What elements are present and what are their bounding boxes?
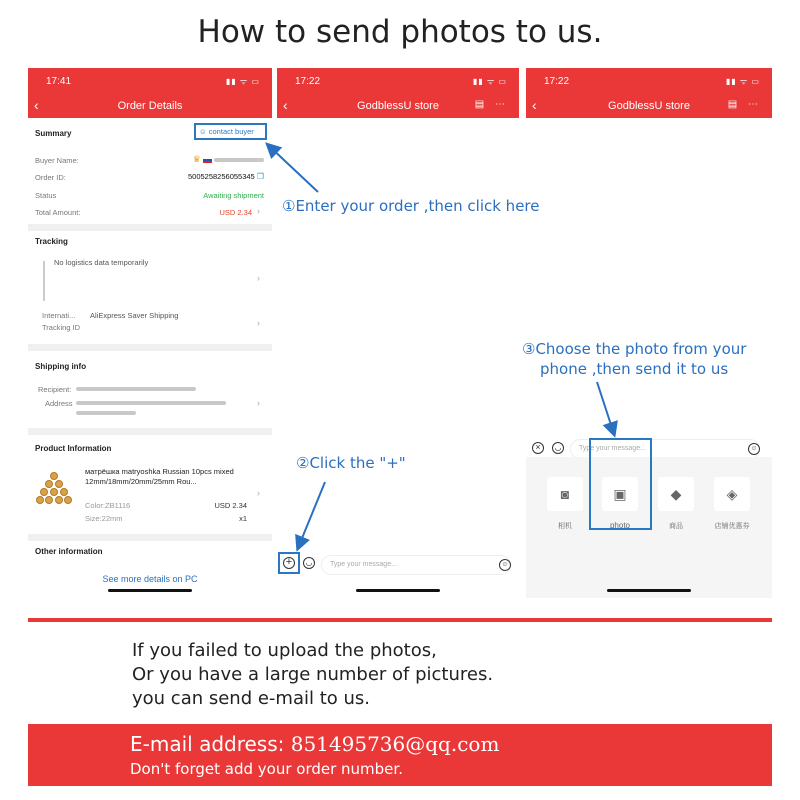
image-icon[interactable]: ▣: [602, 477, 638, 511]
chat-smile-icon[interactable]: ◡: [552, 442, 564, 454]
separator-line: [28, 618, 772, 622]
recipient-label: Recipient:: [38, 385, 72, 394]
see-more-link[interactable]: See more details on PC: [102, 574, 198, 584]
phone-chat-media: [526, 68, 772, 598]
tile-label-coupon: 店铺优惠券: [714, 523, 750, 530]
tracking-id-label: Tracking ID: [42, 323, 81, 332]
phone-order-details: [28, 68, 272, 598]
product-title: Product Information: [35, 444, 112, 453]
crown-icon: ♛: [192, 154, 201, 164]
message-placeholder: Type your message...: [330, 561, 397, 568]
emoji-icon[interactable]: ☺: [748, 443, 760, 455]
step3-annotation-line1: ③Choose the photo from your: [522, 340, 747, 358]
home-indicator: [607, 589, 691, 592]
header-title: GodblessU store: [357, 100, 439, 112]
copy-icon[interactable]: ❐: [256, 172, 264, 181]
product-image[interactable]: [36, 466, 72, 506]
product-size: Size:22mm: [85, 514, 123, 523]
photo-highlight: [589, 438, 652, 530]
chat-smile-icon[interactable]: ◡: [303, 557, 315, 569]
tile-label-product: 商品: [669, 523, 683, 530]
chevron-right-icon[interactable]: ›: [257, 398, 260, 408]
tracking-title: Tracking: [35, 237, 68, 246]
divider: [28, 534, 272, 541]
back-arrow-icon[interactable]: ‹: [34, 97, 39, 113]
home-indicator: [108, 589, 192, 592]
chat-icon: ☺: [199, 127, 207, 136]
chevron-right-icon[interactable]: ›: [257, 488, 260, 498]
order-id-text: 5005258256055345: [187, 172, 255, 181]
status-value: Awaiting shipment: [203, 191, 264, 200]
product-name[interactable]: матрёшка matryoshka Russian 10pcs mixed 12mm/18mm/20mm/25mm Rou...: [85, 467, 234, 486]
plus-icon[interactable]: +: [283, 557, 295, 569]
emoji-icon[interactable]: ☺: [499, 559, 511, 571]
home-indicator: [356, 589, 440, 592]
instruction-line1: If you failed to upload the photos,: [132, 640, 437, 661]
header-title: Order Details: [117, 100, 183, 112]
camera-icon[interactable]: ◙: [547, 477, 583, 511]
status-icons: ▮▮ ᯤ ▭: [225, 77, 260, 86]
intl-label: Internati...: [42, 311, 76, 320]
close-icon[interactable]: ×: [532, 442, 544, 454]
app-header: [277, 68, 519, 118]
chevron-right-icon: ›: [257, 206, 260, 216]
order-id-value: [188, 172, 264, 181]
message-input[interactable]: [321, 555, 511, 575]
page-title: How to send photos to us.: [197, 14, 603, 50]
header-title: GodblessU store: [608, 100, 690, 112]
status-time: 17:41: [46, 76, 72, 87]
contact-buyer-button[interactable]: [194, 123, 267, 140]
status-label: Status: [35, 191, 57, 200]
chevron-right-icon[interactable]: ›: [257, 318, 260, 328]
message-placeholder: Type your message...: [579, 445, 646, 452]
email-address[interactable]: 851495736@qq.com: [290, 732, 500, 756]
email-line: [130, 732, 499, 756]
divider: [28, 344, 272, 351]
flag-icon: [203, 157, 212, 163]
order-number-reminder: Don't forget add your order number.: [130, 760, 403, 778]
status-icons: ▮▮ ᯤ ▭: [725, 77, 760, 86]
total-label: Total Amount:: [35, 208, 81, 217]
box-icon[interactable]: ◆: [658, 477, 694, 511]
total-value: USD 2.34: [219, 208, 252, 217]
status-icons: ▮▮ ᯤ ▭: [472, 77, 507, 86]
status-time: 17:22: [544, 76, 570, 87]
timeline-line: [43, 261, 45, 301]
buyer-name-value: [193, 154, 264, 165]
back-arrow-icon[interactable]: ‹: [532, 97, 537, 113]
tile-label-camera: 相机: [558, 523, 572, 530]
other-info-title: Other information: [35, 547, 103, 556]
buyer-name-label: Buyer Name:: [35, 156, 79, 165]
app-header: [28, 68, 272, 118]
tag-icon[interactable]: ◈: [714, 477, 750, 511]
product-qty: x1: [239, 514, 247, 523]
divider: [28, 428, 272, 435]
product-color: Color:ZB1116: [85, 501, 131, 510]
step3-annotation-line2: phone ,then send it to us: [540, 360, 729, 378]
divider: [28, 224, 272, 231]
shipping-method: AliExpress Saver Shipping: [90, 311, 179, 320]
step2-annotation: ②Click the "+": [296, 454, 406, 472]
chevron-right-icon[interactable]: ›: [257, 273, 260, 283]
step1-annotation: ①Enter your order ,then click here: [282, 197, 540, 215]
summary-title: Summary: [35, 129, 72, 138]
contact-buyer-label: contact buyer: [208, 127, 254, 136]
instruction-line2: Or you have a large number of pictures.: [132, 664, 494, 685]
shipping-title: Shipping info: [35, 362, 87, 371]
tracking-status: No logistics data temporarily: [54, 258, 149, 267]
app-header: [526, 68, 772, 118]
status-time: 17:22: [295, 76, 321, 87]
instruction-line3: you can send e-mail to us.: [132, 688, 371, 709]
email-label: E-mail address:: [130, 732, 285, 756]
address-label: Address: [45, 399, 73, 408]
back-arrow-icon[interactable]: ‹: [283, 97, 288, 113]
tile-label-photo: photo: [609, 521, 631, 530]
header-menu-icons[interactable]: ▤ ⋯: [474, 99, 509, 110]
order-id-label: Order ID:: [35, 173, 66, 182]
header-menu-icons[interactable]: ▤ ⋯: [727, 99, 762, 110]
phone-chat: [277, 68, 519, 598]
product-price: USD 2.34: [214, 501, 247, 510]
